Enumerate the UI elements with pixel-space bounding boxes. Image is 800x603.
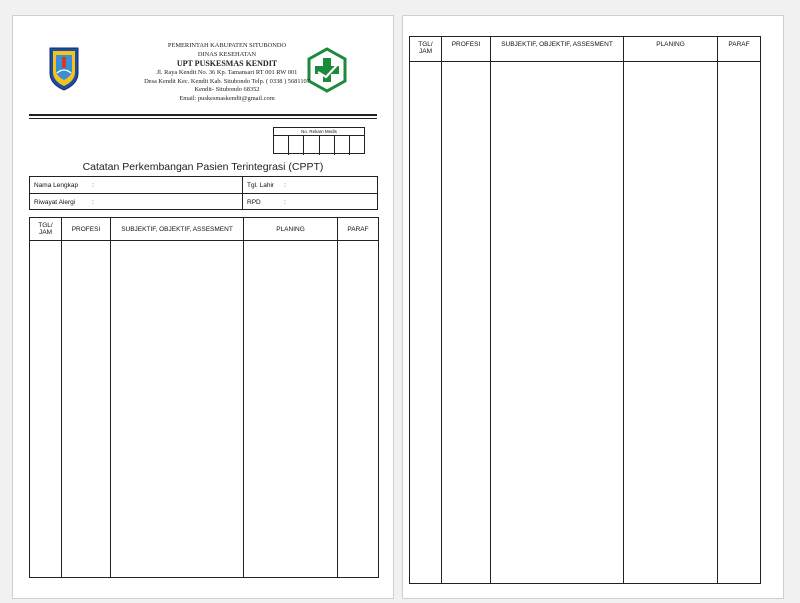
record-number-cell[interactable] (289, 136, 304, 155)
dob-field-colon: : (284, 182, 286, 189)
letterhead (47, 42, 407, 104)
col-header-signature: PARAF (718, 37, 761, 62)
col-header-date-time: TGL/ JAM (410, 37, 442, 62)
entry-cell-profession[interactable] (442, 62, 491, 584)
table-header-row (410, 37, 761, 62)
col-header-signature: PARAF (338, 218, 379, 241)
rpd-field-label: RPD (247, 199, 261, 206)
col-header-soa: SUBJEKTIF, OBJEKTIF, ASSESMENT (111, 218, 244, 241)
table-row (30, 241, 379, 578)
name-field-colon: : (92, 182, 94, 189)
rpd-field-colon: : (284, 199, 286, 206)
letterhead-government: PEMERINTAH KABUPATEN SITUBONDO (167, 42, 287, 49)
record-number-label: No. Rekam Medis (274, 128, 364, 136)
identity-row-2 (30, 194, 377, 210)
identity-row-1 (30, 177, 377, 194)
entry-cell-date-time[interactable] (410, 62, 442, 584)
letterhead-agency: DINAS KESEHATAN (197, 50, 257, 58)
letterhead-divider-thick (29, 114, 377, 116)
name-field-label: Nama Lengkap (34, 182, 79, 189)
record-number-cells (274, 136, 364, 155)
entry-cell-date-time[interactable] (30, 241, 62, 578)
dob-field-label: Tgl. Lahir (247, 182, 275, 189)
record-number-cell[interactable] (320, 136, 335, 155)
col-header-profession: PROFESI (442, 37, 491, 62)
entry-cell-planning[interactable] (244, 241, 338, 578)
col-header-planning: PLANING (624, 37, 718, 62)
record-number-cell[interactable] (304, 136, 319, 155)
letterhead-city: Kendit- Situbondo 68352 (194, 86, 260, 94)
cppt-table-page-2 (409, 36, 761, 584)
entry-cell-signature[interactable] (338, 241, 379, 578)
letterhead-email: Email: puskesmaskendit@gmail.com (179, 94, 275, 102)
letterhead-divider-thin (29, 118, 377, 119)
entry-cell-soa[interactable] (491, 62, 624, 584)
col-header-date-time: TGL/ JAM (30, 218, 62, 241)
letterhead-phone: Desa Kendit Kec. Kendit Kab. Situbondo Telp. ( 0338 ) 5681107 (144, 77, 310, 85)
col-header-soa: SUBJEKTIF, OBJEKTIF, ASSESMENT (491, 37, 624, 62)
form-page-2 (402, 15, 784, 599)
patient-identity-box (29, 176, 378, 210)
entry-cell-planning[interactable] (624, 62, 718, 584)
col-header-profession: PROFESI (62, 218, 111, 241)
record-number-box (273, 127, 365, 154)
record-number-cell[interactable] (274, 136, 289, 155)
record-number-cell[interactable] (335, 136, 350, 155)
col-header-planning: PLANING (244, 218, 338, 241)
cppt-table-page-1 (29, 217, 379, 578)
entry-cell-soa[interactable] (111, 241, 244, 578)
form-page-1 (12, 15, 394, 599)
record-number-cell[interactable] (350, 136, 364, 155)
entry-cell-signature[interactable] (718, 62, 761, 584)
entry-cell-profession[interactable] (62, 241, 111, 578)
letterhead-address: Jl. Raya Kendit No. 36 Kp. Tamansari RT 001 RW 001 (156, 69, 298, 77)
table-row (410, 62, 761, 584)
allergy-field-label: Riwayat Alergi (34, 199, 76, 206)
allergy-field-colon: : (92, 199, 94, 206)
table-header-row (30, 218, 379, 241)
letterhead-unit-name: UPT PUSKESMAS KENDIT (176, 59, 278, 69)
form-title: Catatan Perkembangan Pasien Terintegrasi (CPPT) (82, 161, 324, 173)
